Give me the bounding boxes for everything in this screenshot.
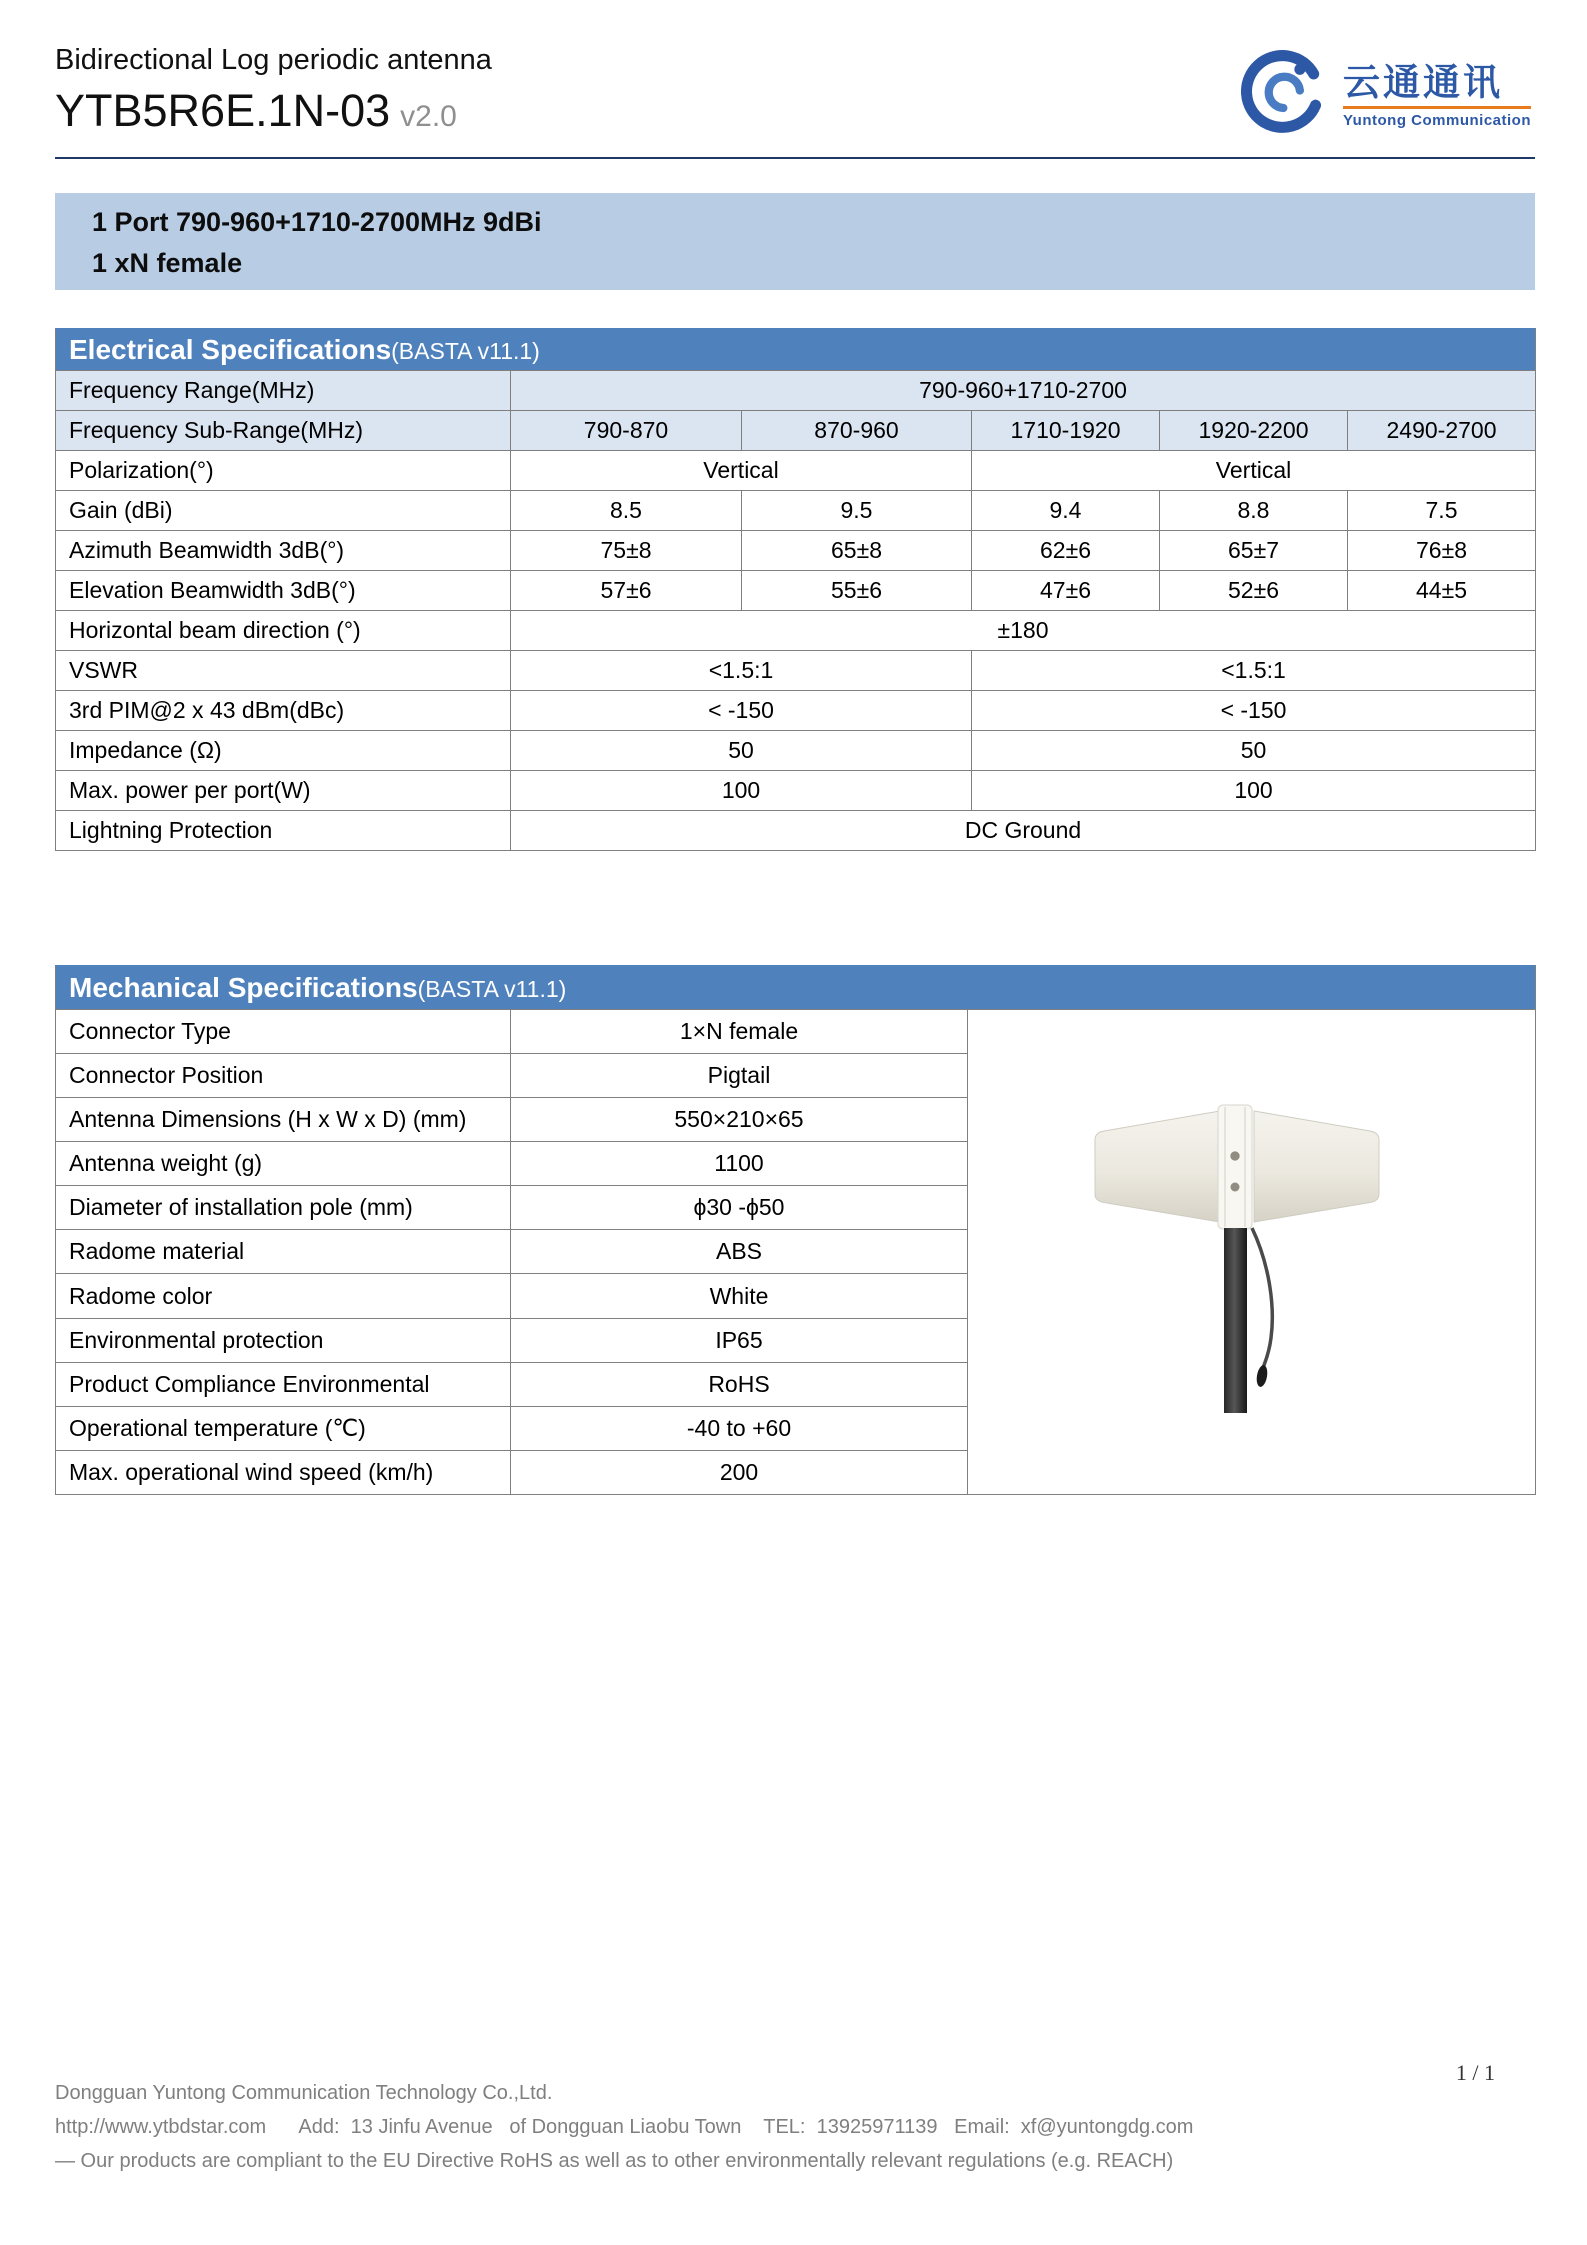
spec-row: [56, 731, 1536, 771]
mechanical-specs-table: [55, 965, 1536, 1495]
logo-chinese-name: 云通通讯: [1343, 61, 1503, 103]
spec-value: 55±6: [742, 571, 972, 611]
spec-value: 200: [511, 1450, 968, 1494]
spec-label: Radome material: [56, 1230, 511, 1274]
spec-label: Impedance (Ω): [56, 731, 511, 771]
footer-company-name: Dongguan Yuntong Communication Technology Co.,Ltd.: [55, 2082, 553, 2104]
spec-label: Azimuth Beamwidth 3dB(°): [56, 531, 511, 571]
spec-label: 3rd PIM@2 x 43 dBm(dBc): [56, 691, 511, 731]
spec-value: RoHS: [511, 1362, 968, 1406]
spec-value: < -150: [511, 691, 972, 731]
spec-label: Connector Position: [56, 1054, 511, 1098]
spec-row: [56, 371, 1536, 411]
spec-value: -40 to +60: [511, 1406, 968, 1450]
spec-label: Antenna Dimensions (H x W x D) (mm): [56, 1098, 511, 1142]
spec-value: Vertical: [511, 451, 972, 491]
spec-label: Max. operational wind speed (km/h): [56, 1450, 511, 1494]
spec-value: 7.5: [1348, 491, 1536, 531]
spec-label: Antenna weight (g): [56, 1142, 511, 1186]
company-logo: [1241, 50, 1531, 142]
spec-value: 65±8: [742, 531, 972, 571]
banner-line-connector: 1 xN female: [92, 248, 243, 278]
spec-value: < -150: [972, 691, 1536, 731]
spec-label: Diameter of installation pole (mm): [56, 1186, 511, 1230]
spec-row: [56, 771, 1536, 811]
spec-value: 8.5: [511, 491, 742, 531]
spec-row: [56, 611, 1536, 651]
logo-underline: [1343, 106, 1531, 109]
spec-value: 52±6: [1160, 571, 1348, 611]
spec-value: 100: [511, 771, 972, 811]
section-subtitle: (BASTA v11.1): [417, 975, 567, 1002]
spec-label: Max. power per port(W): [56, 771, 511, 811]
spec-label: Radome color: [56, 1274, 511, 1318]
spec-row: [56, 1010, 1536, 1054]
spec-value: 47±6: [972, 571, 1160, 611]
spec-row: [56, 811, 1536, 851]
electrical-specs-table: [55, 328, 1536, 851]
logo-swirl-icon: [1241, 50, 1333, 142]
section-title: Mechanical Specifications: [69, 971, 418, 1003]
spec-value: 8.8: [1160, 491, 1348, 531]
spec-value: 75±8: [511, 531, 742, 571]
spec-value: White: [511, 1274, 968, 1318]
spec-value: 870-960: [742, 411, 972, 451]
spec-label: Product Compliance Environmental: [56, 1362, 511, 1406]
section-title: Electrical Specifications: [69, 333, 392, 365]
spec-value: 65±7: [1160, 531, 1348, 571]
spec-value: 76±8: [1348, 531, 1536, 571]
spec-row: [56, 691, 1536, 731]
spec-value: DC Ground: [511, 811, 1536, 851]
document-header: [55, 44, 1535, 159]
spec-label: Gain (dBi): [56, 491, 511, 531]
spec-value: 62±6: [972, 531, 1160, 571]
spec-label: Elevation Beamwidth 3dB(°): [56, 571, 511, 611]
spec-value: 1920-2200: [1160, 411, 1348, 451]
product-category-title: Bidirectional Log periodic antenna: [55, 44, 492, 76]
product-summary-banner: [55, 193, 1535, 290]
spec-value: <1.5:1: [972, 651, 1536, 691]
logo-english-name: Yuntong Communication: [1343, 111, 1531, 129]
spec-value: 50: [972, 731, 1536, 771]
spec-value: 9.4: [972, 491, 1160, 531]
footer-compliance-note: — Our products are compliant to the EU Directive RoHS as well as to other environmentally relevant regulations (e.g. REACH): [55, 2150, 1174, 2172]
spec-label: Polarization(°): [56, 451, 511, 491]
spec-value: 1100: [511, 1142, 968, 1186]
spec-label: Frequency Range(MHz): [56, 371, 511, 411]
spec-value: 50: [511, 731, 972, 771]
page-number: 1 / 1: [1455, 2060, 1495, 2085]
spec-value: 1×N female: [511, 1010, 968, 1054]
spec-value: 9.5: [742, 491, 972, 531]
spec-value: ±180: [511, 611, 1536, 651]
spec-value: ϕ30 -ϕ50: [511, 1186, 968, 1230]
spec-value: 2490-2700: [1348, 411, 1536, 451]
banner-line-ports: 1 Port 790-960+1710-2700MHz 9dBi: [92, 207, 542, 237]
antenna-illustration: [972, 1010, 1532, 1488]
spec-value: 1710-1920: [972, 411, 1160, 451]
spec-label: Lightning Protection: [56, 811, 511, 851]
spec-label: VSWR: [56, 651, 511, 691]
version-label: v2.0: [400, 100, 457, 133]
mechanical-specs-header-row: [56, 966, 1536, 1010]
spec-value: 790-870: [511, 411, 742, 451]
spec-value: 44±5: [1348, 571, 1536, 611]
spec-row: [56, 571, 1536, 611]
electrical-specs-title: [56, 329, 1536, 371]
antenna-product-photo: [968, 1010, 1536, 1495]
logo-text-block: [1343, 61, 1531, 129]
spec-value: 550×210×65: [511, 1098, 968, 1142]
document-footer: [55, 2076, 1535, 2178]
spec-label: Environmental protection: [56, 1318, 511, 1362]
spec-value: 57±6: [511, 571, 742, 611]
spec-value: Pigtail: [511, 1054, 968, 1098]
electrical-specs-header-row: [56, 329, 1536, 371]
spec-row: [56, 451, 1536, 491]
spec-label: Horizontal beam direction (°): [56, 611, 511, 651]
spec-label: Operational temperature (℃): [56, 1406, 511, 1450]
spec-value: 100: [972, 771, 1536, 811]
spec-value: 790-960+1710-2700: [511, 371, 1536, 411]
spec-row: [56, 491, 1536, 531]
spec-row: [56, 651, 1536, 691]
spec-value: Vertical: [972, 451, 1536, 491]
spec-value: ABS: [511, 1230, 968, 1274]
spec-row: [56, 411, 1536, 451]
spec-label: Frequency Sub-Range(MHz): [56, 411, 511, 451]
model-number: YTB5R6E.1N-03: [55, 85, 391, 136]
footer-contact-line: http://www.ytbdstar.com Add: 13 Jinfu Avenue of Dongguan Liaobu Town TEL: 13925971139 Email: xf@yuntongdg.com: [55, 2116, 1194, 2138]
section-subtitle: (BASTA v11.1): [391, 337, 540, 364]
mechanical-specs-title: [56, 966, 1536, 1010]
spec-value: <1.5:1: [511, 651, 972, 691]
spec-row: [56, 531, 1536, 571]
spec-label: Connector Type: [56, 1010, 511, 1054]
spec-value: IP65: [511, 1318, 968, 1362]
